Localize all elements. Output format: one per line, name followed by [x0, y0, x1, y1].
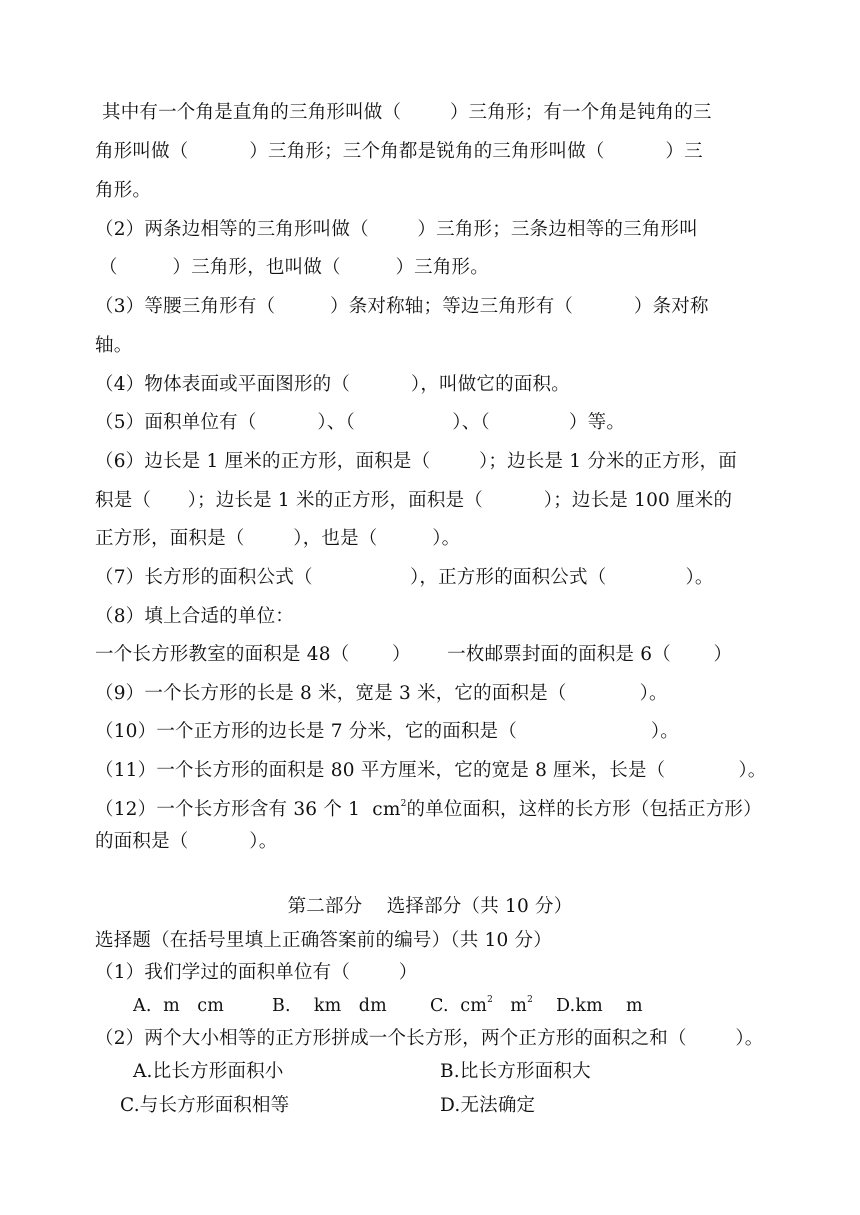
question-2: （2）两条边相等的三角形叫做（ ）三角形；三条边相等的三角形叫: [95, 219, 698, 240]
question-9: （9）一个长方形的长是 8 米，宽是 3 米，它的面积是（ ）。: [95, 683, 668, 704]
question-12-text-a: （12）一个长方形含有 36 个 1 cm: [95, 799, 401, 820]
text-line: 其中有一个角是直角的三角形叫做（ ）三角形；有一个角是钝角的三: [102, 102, 712, 123]
section-title: 第二部分 选择部分（共 10 分）: [287, 896, 573, 917]
option-a: A.比长方形面积小: [133, 1061, 284, 1082]
text-line: 正方形，面积是（ ），也是（ ）。: [95, 528, 461, 549]
text-line: 角形叫做（ ）三角形；三个角都是锐角的三角形叫做（ ）三: [95, 141, 703, 162]
question-12: [95, 798, 762, 822]
superscript-2: 2: [527, 995, 534, 1005]
question-4: （4）物体表面或平面图形的（ ），叫做它的面积。: [95, 374, 570, 395]
superscript-2: 2: [400, 799, 407, 809]
text-line: 的面积是（ ）。: [95, 831, 278, 852]
option-d: D.无法确定: [440, 1095, 536, 1116]
question-8: （8）填上合适的单位：: [95, 606, 294, 627]
option-a: A. m cm: [133, 996, 225, 1016]
choice-question-1: （1）我们学过的面积单位有（ ）: [95, 962, 418, 983]
question-11: （11）一个长方形的面积是 80 平方厘米，它的宽是 8 厘米，长是（ ）。: [95, 760, 767, 781]
question-12-text-b: 的单位面积，这样的长方形（包括正方形）: [406, 799, 762, 820]
option-d: D.km m: [556, 996, 643, 1016]
text-line: （ ）三角形，也叫做（ ）三角形。: [99, 257, 489, 278]
question-7: （7）长方形的面积公式（ ），正方形的面积公式（ ）。: [95, 567, 714, 588]
question-3: （3）等腰三角形有（ ）条对称轴；等边三角形有（ ）条对称: [95, 296, 709, 317]
option-c-unit-1: C. cm: [430, 996, 488, 1016]
option-b: B. km dm: [272, 996, 387, 1016]
option-c: [430, 994, 533, 1018]
text-line: 一个长方形教室的面积是 48（ ） 一枚邮票封面的面积是 6（ ）: [95, 644, 733, 665]
text-line: 积是（ ）；边长是 1 米的正方形，面积是（ ）；边长是 100 厘米的: [95, 490, 733, 511]
question-5: （5）面积单位有（ ）、（ ）、（ ）等。: [95, 412, 626, 433]
superscript-2: 2: [487, 995, 493, 1005]
option-c-unit-2: m: [493, 996, 528, 1016]
text-line: 角形。: [95, 180, 152, 201]
option-c: C.与长方形面积相等: [120, 1095, 290, 1116]
question-10: （10）一个正方形的边长是 7 分米，它的面积是（ ）。: [95, 721, 679, 742]
section-instruction: 选择题（在括号里填上正确答案前的编号）（共 10 分）: [95, 930, 552, 951]
choice-question-2: （2）两个大小相等的正方形拼成一个长方形，两个正方形的面积之和（ ）。: [95, 1028, 764, 1049]
question-6: （6）边长是 1 厘米的正方形，面积是（ ）；边长是 1 分米的正方形，面: [95, 451, 737, 472]
text-line: 轴。: [95, 335, 133, 356]
option-b: B.比长方形面积大: [440, 1061, 591, 1082]
